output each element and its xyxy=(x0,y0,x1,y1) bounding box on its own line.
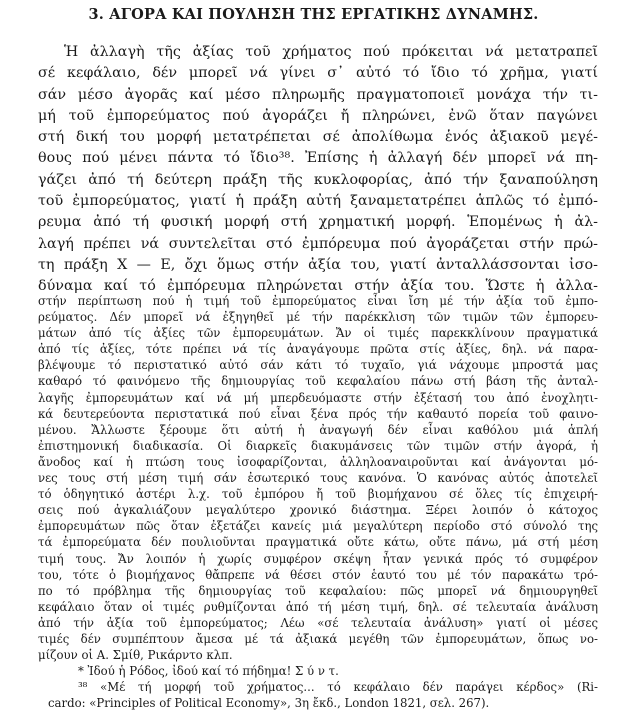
text-line: λαγή πρέπει νά συντελεῖται στό ἐμπόρευμα πού ἀγοράζεται στήν πρώ- xyxy=(38,235,598,252)
footnote-line: του, τότε ὁ βιομήχανος θἄπρεπε νά θέσει στόν ἑαυτό του μέ τόν παρακάτω τρό- xyxy=(38,567,598,582)
text-line: τοῦ ἐμπορεύματος, γιατί ἡ πράξη αὐτή ξαναμετατρέπει ἁπλῶς τό ἐμπό- xyxy=(38,193,598,210)
footnote-line: μάτων ἀπό τίς ἀξίες τῶν ἐμπορευμάτων. Ἄν οἱ τιμές παρεκκλίνουν πραγματικά xyxy=(38,326,598,341)
text-line: θους πού μένει πάντα τό ἴδιο³⁸. Ἐπίσης ἡ ἀλλαγή δέν μπορεῖ νά πη- xyxy=(38,150,598,167)
footnote-38-continued: cardo: «Principles of Political Economy», 3η ἔκδ., London 1821, σελ. 267). xyxy=(48,696,490,711)
footnote-38: ³⁸ «Μέ τή μορφή τοῦ χρήματος... τό κεφάλαιο δέν παράγει κέρδος» (Ri- xyxy=(78,680,598,695)
text-line: σέ κεφάλαιο, δέν μπορεῖ νά γίνει σ᾽ αὐτό τό ἴδιο τό χρῆμα, γιατί xyxy=(38,65,598,82)
footnote-line: ἀπό τίς ἀξίες, τότε πρέπει νά τίς ἀναγάγουμε πρῶτα στίς ἀξίες, δηλ. νά παρα- xyxy=(38,342,598,357)
footnote-line: ἀπό τήν ἀξία τοῦ ἐμπορεύματος; Λέω «σέ τελευταία ἀνάλυση» γιατί οἱ μέσες xyxy=(38,615,598,630)
footnote-line: σεις πού ἀγκαλιάζουν μεγαλύτερο χρονικό διάστημα. Ξέρει λοιπόν ὁ κάτοχος xyxy=(38,503,598,518)
footnote-line: μίζουν οἱ Α. Σμίθ, Ρικάρντο κλπ. xyxy=(38,648,233,663)
footnote-line: κεφάλαιο ὅταν οἱ τιμές ρυθμίζονται ἀπό τή μέση τιμή, δηλ. σέ τελευταία ἀνάλυση xyxy=(38,599,598,614)
text-line: δύναμα καί τό ἐμπόρευμα πληρώνεται στήν ἀξία του. Ὥστε ἡ ἀλλα- xyxy=(38,278,598,295)
footnote-line: τιμές δέν συμπέπτουν ἄμεσα μέ τά ἀξιακά μεγέθη τῶν ἐμπορευμάτων, ὅπως νο- xyxy=(38,631,598,646)
footnote-line: τά ἐμπορεύματα δέν πουλιοῦνται πραγματικά οὔτε κάτω, οὔτε πάνω, μά στή μέση xyxy=(38,535,598,550)
footnote-line: τό ὁδηγητικό ἀστέρι λ.χ. τοῦ ἐμπόρου ἤ τοῦ βιομήχανου σέ ὅλες τίς ἐπιχειρή- xyxy=(38,487,598,502)
text-line: στή δική του μορφή μετατρέπεται σέ ἀπολίθωμα ἑνός ἀξιακοῦ μεγέ- xyxy=(38,129,598,146)
text-line: Ἡ ἀλλαγὴ τῆς ἀξίας τοῦ χρήματος πού πρόκειται νά μετατραπεῖ xyxy=(64,44,598,60)
main-paragraph xyxy=(38,42,598,298)
text-line: τη πράξη Χ — Ε, ὄχι ὅμως στήν ἀξία του, γιατί ἀνταλλάσσονται ἰσο- xyxy=(38,256,598,273)
text-line: σάν μέσο ἀγορᾶς καί μέσο πληρωμῆς πραγματοποιεῖ μονάχα τήν τι- xyxy=(38,86,598,103)
footnotes xyxy=(38,293,598,711)
text-line: γάζει ἀπό τή δεύτερη πράξη τῆς κυκλοφορίας, ἀπό τήν ξαναπούληση xyxy=(38,171,598,188)
footnote-line: πο τό πρόβλημα τῆς δημιουργίας τοῦ κεφαλαίου: πῶς μπορεῖ νά δημιουργηθεῖ xyxy=(38,583,598,598)
footnote-line: νες τους στή μέση τιμή σάν ἐσωτερικό τους κανόνα. Ὁ κανόνας αὐτός ἀποτελεῖ xyxy=(38,471,598,486)
footnote-line: τιμή τους. Ἄν λοιπόν ἡ χωρίς συμφέρον σκέψη ἦταν γενικά πρός τό συμφέρον xyxy=(38,551,598,566)
footnote-line: ἐμπορευμάτων πῶς ὅταν ἐξετάζει κανείς μιά μεγαλύτερη περίοδο στό σύνολό της xyxy=(38,519,598,534)
footnote-line: βλέψουμε τό περιστατικό αὐτό σάν κάτι τό τυχαῖο, γιά νάχουμε μπροστά μας xyxy=(38,358,598,373)
footnote-line: ρεύματος. Δέν μπορεῖ νά ἐξηγηθεῖ μέ τήν παρέκκλιση τῶν τιμῶν τῶν ἐμπορευ- xyxy=(38,310,598,325)
footnote-line: μένου. Ἄλλωστε ξέρουμε ὅτι αὐτή ἡ ἀναγωγή δέν εἶναι καθόλου μιά ἁπλή xyxy=(38,422,598,437)
section-heading: 3. ΑΓΟΡΑ ΚΑΙ ΠΟΥΛΗΣΗ ΤΗΣ ΕΡΓΑΤΙΚΗΣ ΔΥΝΑΜΗΣ. xyxy=(88,6,539,23)
footnote-line: κά δευτερεύοντα περιστατικά πού εἶναι ξένα πρός τήν καθαυτό πορεία τοῦ φαινο- xyxy=(38,406,598,421)
footnote-line: λαγῆς ἐμπορευμάτων καί νά μή μπερδευόμαστε στήν ἐξέτασή του ἀπό ἐνοχλητι- xyxy=(38,390,598,405)
footnote-line: καθαρό τό φαινόμενο τῆς δημιουργίας τοῦ κεφαλαίου πάνω στή βάση τῆς ἀνταλ- xyxy=(38,374,598,389)
footnote-line: στήν περίπτωση πού ἡ τιμή τοῦ ἐμπορεύματος εἶναι ἴση μέ τήν ἀξία τοῦ ἐμπο- xyxy=(38,294,598,308)
text-line: ρευμα ἀπό τή φυσική μορφή στή χρηματική μορφή. Ἑπομένως ἡ ἀλ- xyxy=(38,214,598,231)
text-line: μή τοῦ ἐμπορεύματος πού ἀγοράζει ἤ πληρώνει, ἐνῶ ὅταν παγώνει xyxy=(38,107,598,124)
translator-note: * Ἰδού ἡ Ρόδος, ἰδού καί τό πήδημα! Σ ύ ν τ. xyxy=(78,664,339,679)
footnote-line: ἐπιστημονική διαδικασία. Οἱ διαρκεῖς διακυμάνσεις τῶν τιμῶν στήν ἀγορά, ἡ xyxy=(38,438,598,453)
footnote-line: ἄνοδος καί ἡ πτώση τους ἰσοφαρίζονται, ἀλληλοαναιροῦνται καί ἀνάγονται μό- xyxy=(38,454,598,469)
